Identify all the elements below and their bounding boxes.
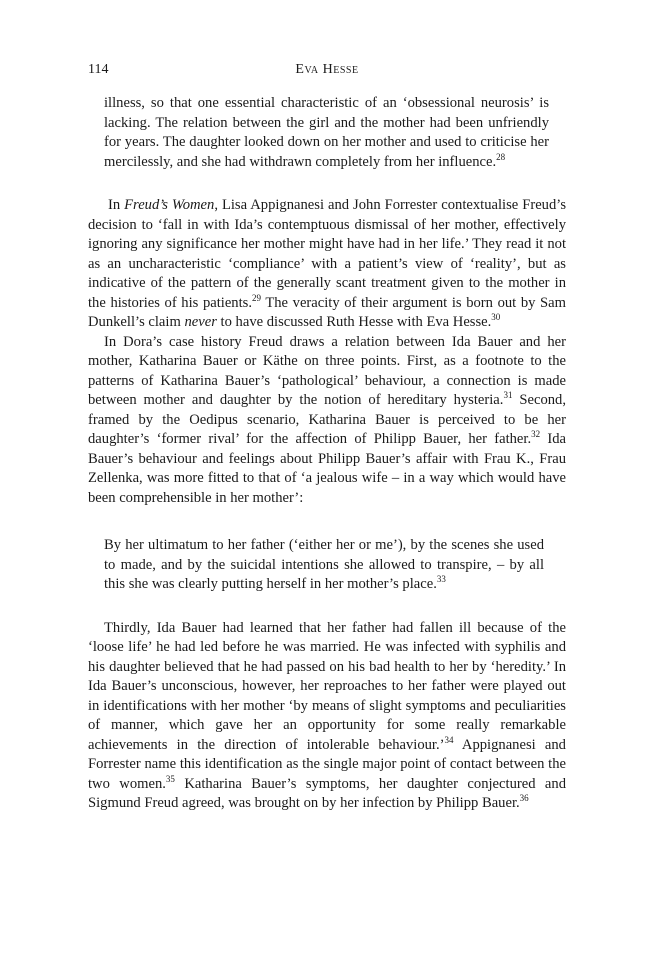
paragraph-text: Katharina Bauer’s symptoms, her daughter conjectured and Sigmund Freud agreed, was brought on by her infection by Philipp Bauer.: [88, 775, 566, 811]
paragraph-text: In Dora’s case history Freud draws a relation between Ida Bauer and her mother, Katharina Bauer or Käthe on three points. First, as a footnote to the patterns of Katharina Bauer’s ‘pathological’ behaviour, a connection is made between mother and daughter by the notion of hereditary hysteria.: [88, 333, 566, 408]
paragraph-text: In: [108, 197, 125, 213]
footnote-ref: 32: [531, 429, 541, 439]
paragraph-text: Ida Bauer’s behaviour and feelings about Philipp Bauer’s affair with Frau K., Frau Zellenka, was more fitted to that of ‘a jealous wife – in a way which would have been comprehensible in her mother’:: [88, 431, 566, 506]
emphasis: never: [184, 314, 217, 330]
footnote-ref: 33: [436, 574, 446, 584]
paragraph-1: [88, 196, 566, 333]
book-title: Freud’s Women: [124, 197, 215, 213]
footnote-ref: 34: [444, 734, 454, 745]
paragraph-text: The veracity of their argument is born out by Sam Dunkell’s claim: [88, 294, 566, 330]
footnote-ref: 28: [496, 151, 506, 162]
running-header: [88, 62, 566, 84]
paragraph-text: Thirdly, Ida Bauer had learned that her father had fallen ill because of the ‘loose life’ he had led before he was married. He was infected with syphilis and his daughter believed that he had passed on his bad health to her by ‘heredity.’ In Ida Bauer’s unconscious, however, her reproaches to her father were played out in identifications with her mother ‘by means of slight symptoms and peculiarities of manner, which gave her an opportunity for some really remarkable achievements in the direction of intolerable behaviour.’: [88, 619, 566, 753]
footnote-ref: 29: [251, 292, 261, 303]
paragraph-text: to have discussed Ruth Hesse with Eva Hesse.: [216, 314, 492, 330]
footnote-ref: 31: [503, 390, 513, 400]
paragraph-text: , Lisa Appignanesi and John Forrester contextualise Freud’s decision to ‘fall in with Ida’s contemptuous dismissal of her mother, effectively ignoring any significance her mother might have had in her life.’ They read it not as an uncharacteristic ‘compliance’ with a patient’s view of ‘reality’, but as indicative of the pattern of the generally scant treatment given to the mother in the histories of his patients.: [88, 197, 566, 311]
paragraph-3: [88, 619, 566, 814]
footnote-ref: 36: [519, 793, 529, 803]
block-quote-1: [104, 94, 549, 172]
paragraph-text: Appignanesi and Forrester name this identification as the single major point of contact between the two women.: [88, 736, 566, 792]
book-page: [88, 62, 566, 814]
paragraph-text: Second, framed by the Oedipus scenario, Katharina Bauer is perceived to be her daughter’s ‘former rival’ for the affection of Philipp Bauer, her father.: [88, 392, 566, 447]
running-title: Eva Hesse: [295, 62, 359, 77]
footnote-ref: 35: [165, 773, 175, 784]
quote-text: By her ultimatum to her father (‘either her or me’), by the scenes she used to made, and by the suicidal intentions she allowed to transpire, – by all this she was clearly putting herself in her mother’s place.: [104, 537, 544, 592]
paragraph-2: [88, 333, 566, 509]
quote-text: illness, so that one essential characteristic of an ‘obsessional neurosis’ is lacking. The relation between the girl and the mother had been unfriendly for years. The daughter looked down on her mother and used to criticise her mercilessly, and she had withdrawn completely from her influence.: [104, 95, 549, 170]
block-quote-2: [104, 536, 544, 595]
footnote-ref: 30: [491, 312, 501, 322]
page-number: 114: [88, 62, 109, 77]
